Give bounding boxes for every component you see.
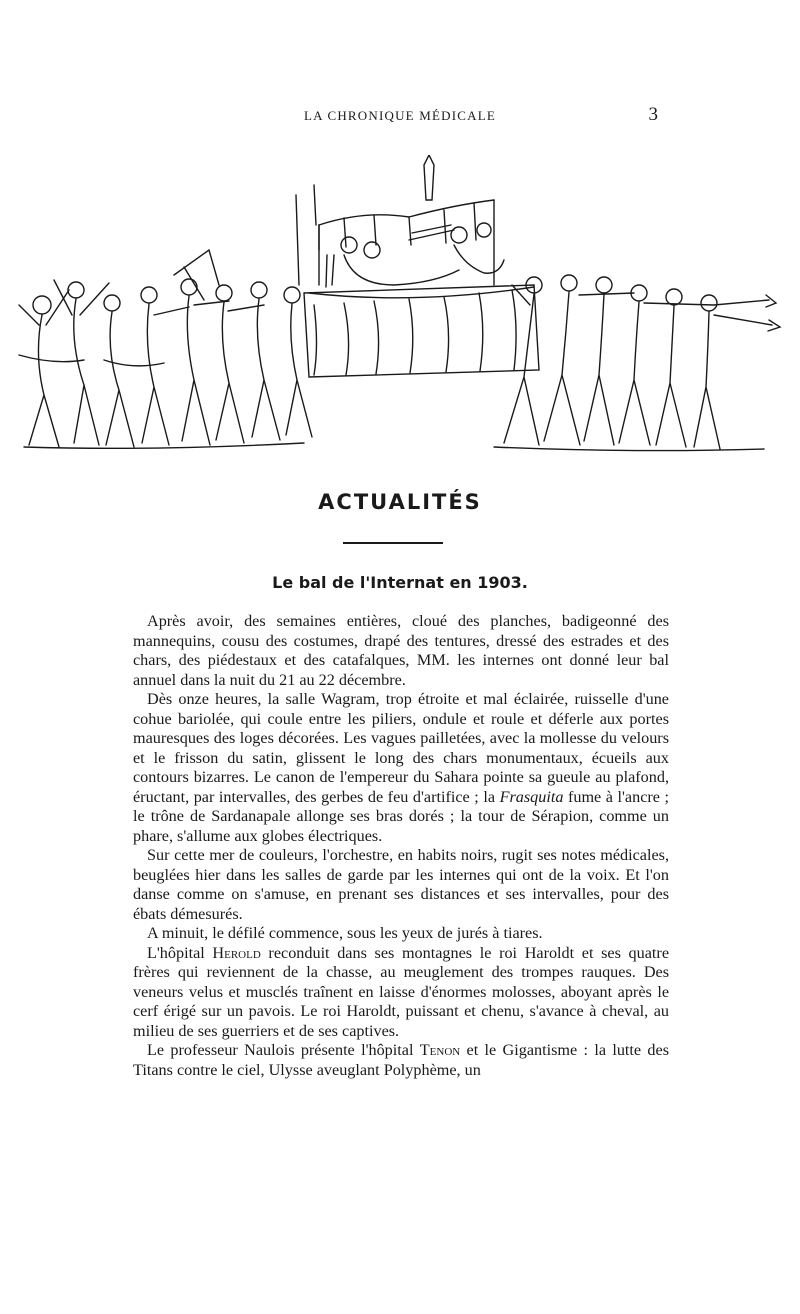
- hospital-name: Tenon: [419, 1041, 461, 1059]
- hospital-name: Herold: [212, 943, 261, 962]
- section-title: ACTUALITÉS: [318, 490, 482, 514]
- right-procession-icon: [494, 275, 780, 451]
- engraving-procession-illustration: [14, 155, 786, 465]
- section-divider: [343, 542, 443, 544]
- page-number: 3: [648, 104, 658, 125]
- paragraph-text: reconduit dans ses montagnes le roi Haroldt et ses quatre frères qui reviennent de la chasse, au meuglement des trompes rauques. Des veneurs velus et musclés traînent en laisse d'énormes molosses, aboyant après le cerf érigé sur un pavois. Le roi Haroldt, puissant et chenu, s'avance à cheval, au milieu de ses guerriers et de ses captives.: [133, 943, 669, 1040]
- paragraph-text: L'hôpital: [147, 943, 213, 962]
- running-head: [0, 104, 800, 130]
- paragraph-text: Dès onze heures, la salle Wagram, trop étroite et mal éclairée, ruisselle d'une cohue bariolée, qui coule entre les piliers, ondule et roule et déferle aux portes mauresques des loges décorées. Les vagues pailletées, avec la mollesse du velours et le frisson du satin, glissent le long des chars monumentaux, écueils aux contours bizarres. Le canon de l'empereur du Sahara pointe sa gueule au plafond, éructant, par intervalles, des gerbes de feu d'artifice ; la: [133, 690, 669, 806]
- table-icon: [304, 285, 539, 377]
- running-title: LA CHRONIQUE MÉDICALE: [303, 108, 497, 123]
- article-title: Le bal de l'Internat en 1903.: [272, 573, 528, 592]
- paragraph: [133, 944, 669, 1042]
- paragraph-text: Le professeur Naulois présente l'hôpital: [147, 1041, 420, 1059]
- paragraph: A minuit, le défilé commence, sous les yeux de jurés à tiares.: [147, 924, 543, 942]
- paragraph: Sur cette mer de couleurs, l'orchestre, en habits noirs, rugit ses notes médicales, beuglées hier dans les salles de garde par les internes qui ont de la voix. Et l'on danse comme on s'amuse, en prenant ses distances et ses intervalles, pour des ébats démesurés.: [133, 846, 669, 923]
- ship-name: Frasquita: [499, 787, 564, 806]
- figures-on-table-icon: [326, 223, 504, 287]
- paragraph: [133, 1041, 669, 1080]
- article-body: [133, 612, 669, 1080]
- paragraph: Après avoir, des semaines entières, cloué des planches, badigeonné des mannequins, cousu des costumes, drapé des tentures, dressé des estrades et des chars, des piédestaux et des catafalques, MM. les internes ont donné leur bal annuel dans la nuit du 21 au 22 décembre.: [133, 612, 669, 689]
- canopy-icon: [296, 155, 494, 285]
- left-procession-icon: [19, 250, 312, 448]
- paragraph-text: et le Gigantisme : la lutte des Titans contre le ciel, Ulysse aveuglant Polyphème, un: [133, 1041, 669, 1079]
- paragraph-text: fume à l'ancre ; le trône de Sardanapale allonge ses bras dorés ; la tour de Sérapion, comme un phare, s'allume aux globes électriques.: [133, 787, 669, 845]
- paragraph: [133, 690, 669, 846]
